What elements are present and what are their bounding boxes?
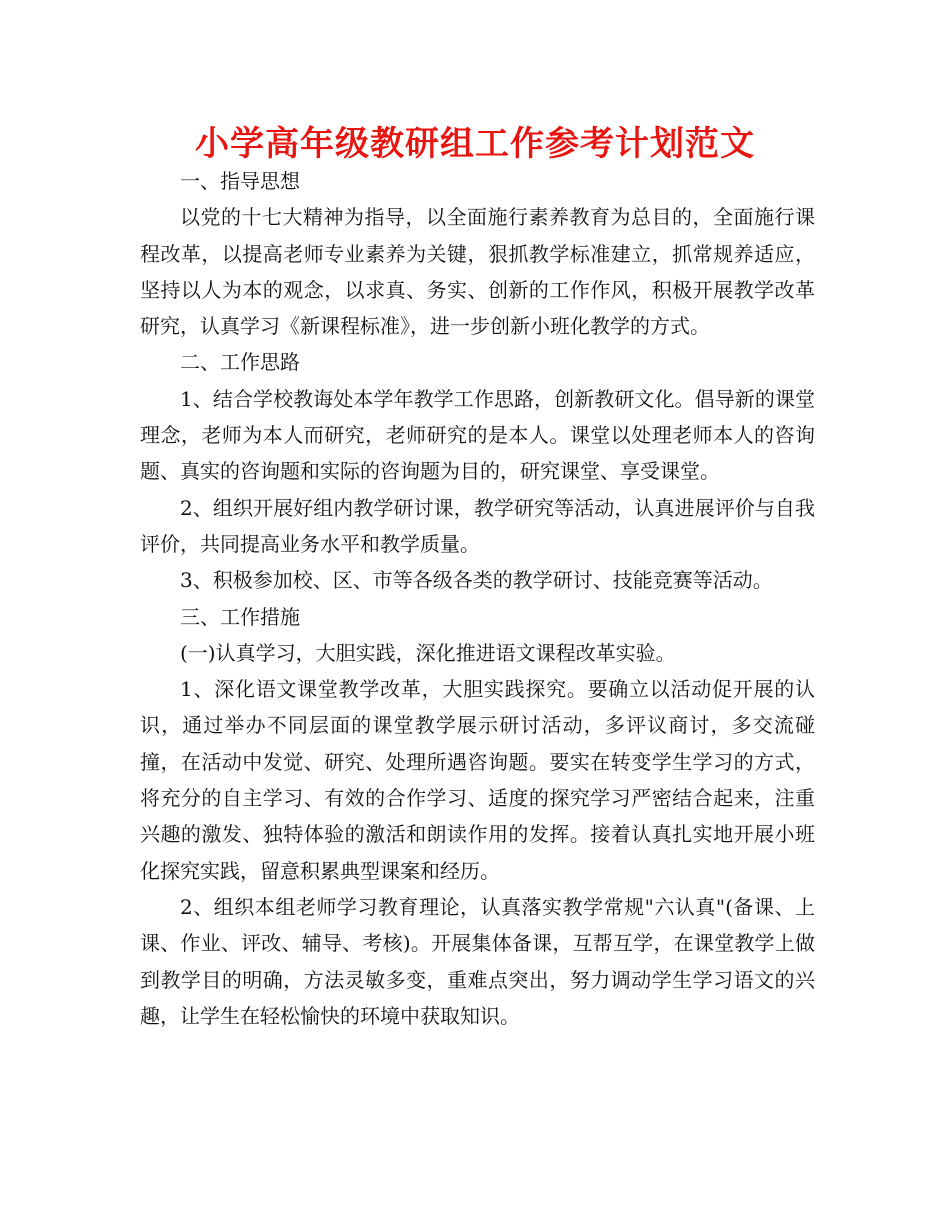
body-paragraph: 1、深化语文课堂教学改革，大胆实践探究。要确立以活动促开展的认识，通过举办不同层面的课堂教学展示研讨活动，多评议商讨，多交流碰撞，在活动中发觉、研究、处理所遇咨询题。要实在转变学生学习的方式，将充分的自主学习、有效的合作学习、适度的探究学习严密结合起来，注重兴趣的激发、独特体验的激活和朗读作用的发挥。接着认真扎实地开展小班化探究实践，留意积累典型课案和经历。 xyxy=(140,677,815,883)
body-paragraph: 2、组织开展好组内教学研讨课，教学研究等活动，认真进展评价与自我评价，共同提高业务水平和教学质量。 xyxy=(140,495,815,556)
body-paragraph: 2、组织本组老师学习教育理论，认真落实教学常规"六认真"(备课、上课、作业、评改、辅导、考核)。开展集体备课，互帮互学，在课堂教学上做到教学目的明确，方法灵敏多变，重难点突出，努力调动学生学习语文的兴趣，让学生在轻松愉快的环境中获取知识。 xyxy=(140,894,815,1028)
body-paragraph: 3、积极参加校、区、市等各级各类的教学研讨、技能竞赛等活动。 xyxy=(180,568,773,593)
subsection-heading: (一)认真学习，大胆实践，深化推进语文课程改革实验。 xyxy=(180,640,676,665)
body-paragraph: 1、结合学校教诲处本学年教学工作思路，创新教研文化。倡导新的课堂理念，老师为本人而研究，老师研究的是本人。课堂以处理老师本人的咨询题、真实的咨询题和实际的咨询题为目的，研究课堂、享受课堂。 xyxy=(140,386,815,484)
document-title: 小学高年级教研组工作参考计划范文 xyxy=(195,124,755,164)
document-body xyxy=(140,163,815,1034)
section-heading: 一、指导思想 xyxy=(180,169,300,193)
section-heading: 二、工作思路 xyxy=(180,350,300,375)
section-heading: 三、工作措施 xyxy=(180,604,300,629)
body-paragraph: 以党的十七大精神为指导，以全面施行素养教育为总目的，全面施行课程改革，以提高老师专业素养为关键，狠抓教学标准建立，抓常规养适应，坚持以人为本的观念，以求真、务实、创新的工作作风，积极开展教学改革研究，认真学习《新课程标准》，进一步创新小班化教学的方式。 xyxy=(140,205,815,339)
